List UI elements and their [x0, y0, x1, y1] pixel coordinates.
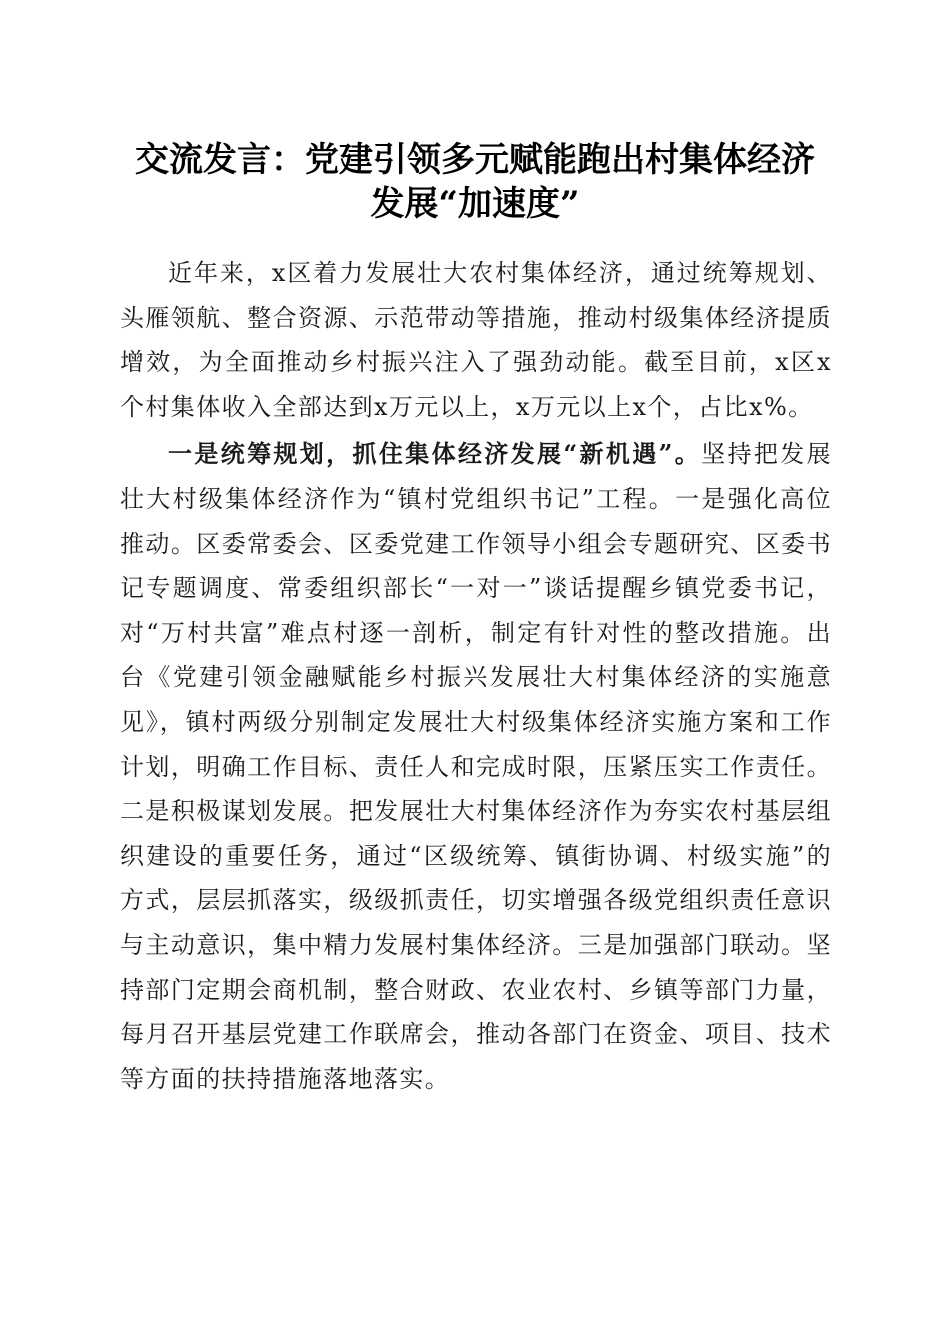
section-heading: 一是统筹规划，抓住集体经济发展“新机遇”。	[168, 439, 702, 469]
paragraph-intro	[120, 251, 832, 429]
document-title	[100, 138, 850, 226]
paragraph-section-1	[120, 432, 832, 1101]
title-line-2: 发展“加速度”	[370, 184, 580, 224]
paragraph-text: 坚持把发展壮大村级集体经济作为“镇村党组织书记”工程。一是强化高位推动。区委常委会、区委党建工作领导小组会专题研究、区委书记专题调度、常委组织部长“一对一”谈话提醒乡镇党委书记，对“万村共富”难点村逐一剖析，制定有针对性的整改措施。出台《党建引领金融赋能乡村振兴发展壮大村集体经济的实施意见》，镇村两级分别制定发展壮大村级集体经济实施方案和工作计划，明确工作目标、责任人和完成时限，压紧压实工作责任。二是积极谋划发展。把发展壮大村集体经济作为夯实农村基层组织建设的重要任务，通过“区级统筹、镇街协调、村级实施”的方式，层层抓落实，级级抓责任，切实增强各级党组织责任意识与主动意识，集中精力发展村集体经济。三是加强部门联动。坚持部门定期会商机制，整合财政、农业农村、乡镇等部门力量，每月召开基层党建工作联席会，推动各部门在资金、项目、技术等方面的扶持措施落地落实。	[120, 440, 832, 1093]
title-line-1: 交流发言：党建引领多元赋能跑出村集体经济	[135, 140, 815, 180]
document-body	[120, 251, 832, 1104]
paragraph-text: 近年来，x区着力发展壮大农村集体经济，通过统筹规划、头雁领航、整合资源、示范带动等措施，推动村级集体经济提质增效，为全面推动乡村振兴注入了强劲动能。截至目前，x区x个村集体收入全部达到x万元以上，x万元以上x个，占比x%。	[120, 259, 832, 421]
